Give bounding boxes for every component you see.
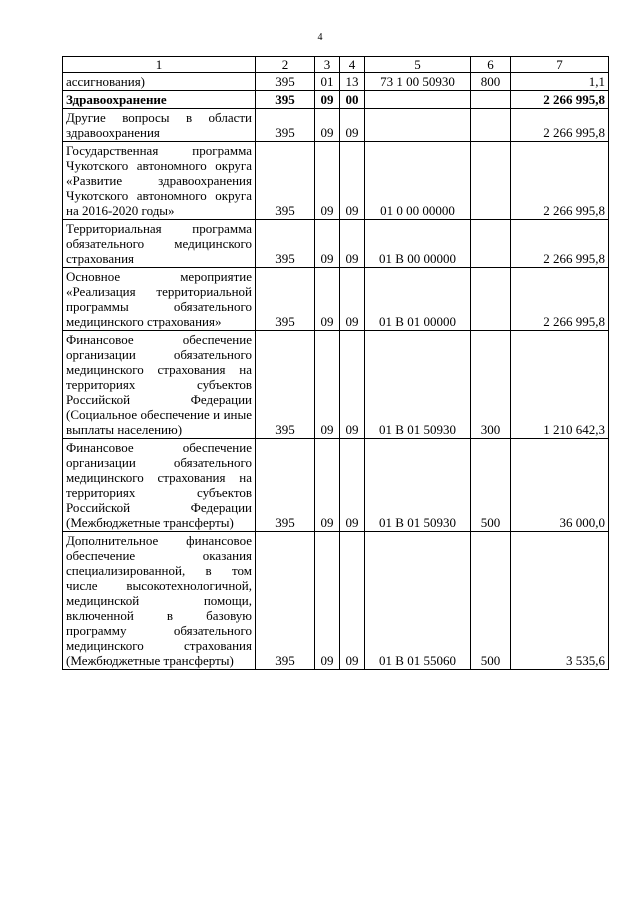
kgrbs-cell: 395	[256, 73, 315, 91]
kgrbs-cell: 395	[256, 220, 315, 268]
section-cell: 09	[315, 142, 340, 220]
table-header-row	[63, 57, 609, 73]
expense-type-cell	[471, 142, 511, 220]
target-article-cell: 01 В 01 00000	[365, 268, 471, 331]
kgrbs-cell: 395	[256, 142, 315, 220]
section-cell: 09	[315, 532, 340, 670]
subsection-cell: 09	[340, 331, 365, 439]
table-row	[63, 220, 609, 268]
section-cell: 09	[315, 220, 340, 268]
section-cell: 09	[315, 439, 340, 532]
row-name-cell: Государственная программа Чукотского автономного округа «Развитие здравоохранения Чукотского автономного округа на 2016-2020 годы»	[63, 142, 256, 220]
amount-cell: 3 535,6	[511, 532, 609, 670]
kgrbs-cell: 395	[256, 439, 315, 532]
section-cell: 01	[315, 73, 340, 91]
expense-type-cell	[471, 220, 511, 268]
subsection-cell: 09	[340, 532, 365, 670]
row-name-cell: Здравоохранение	[63, 91, 256, 109]
expense-type-cell: 500	[471, 439, 511, 532]
subsection-cell: 09	[340, 220, 365, 268]
target-article-cell: 01 В 01 55060	[365, 532, 471, 670]
section-cell: 09	[315, 91, 340, 109]
target-article-cell: 73 1 00 50930	[365, 73, 471, 91]
row-name-cell: Основное мероприятие «Реализация территориальной программы обязательного медицинского страхования»	[63, 268, 256, 331]
subsection-cell: 09	[340, 439, 365, 532]
header-cell: 2	[256, 57, 315, 73]
row-name-cell: Дополнительное финансовое обеспечение оказания специализированной, в том числе высокотехнологичной, медицинской помощи, включенной в базовую программу обязательного медицинского страхования (Межбюджетные трансферты)	[63, 532, 256, 670]
table-row	[63, 331, 609, 439]
table-row	[63, 142, 609, 220]
amount-cell: 2 266 995,8	[511, 91, 609, 109]
expense-type-cell: 300	[471, 331, 511, 439]
target-article-cell: 01 0 00 00000	[365, 142, 471, 220]
expense-type-cell	[471, 109, 511, 142]
amount-cell: 1,1	[511, 73, 609, 91]
table-row	[63, 532, 609, 670]
row-name-cell: ассигнования)	[63, 73, 256, 91]
section-cell: 09	[315, 109, 340, 142]
target-article-cell: 01 В 01 50930	[365, 439, 471, 532]
expense-type-cell: 800	[471, 73, 511, 91]
amount-cell: 36 000,0	[511, 439, 609, 532]
header-cell: 1	[63, 57, 256, 73]
header-cell: 5	[365, 57, 471, 73]
table-row	[63, 73, 609, 91]
header-cell: 6	[471, 57, 511, 73]
row-name-cell: Финансовое обеспечение организации обязательного медицинского страхования на территориях субъектов Российской Федерации (Социальное обеспечение и иные выплаты населению)	[63, 331, 256, 439]
row-name-cell: Другие вопросы в области здравоохранения	[63, 109, 256, 142]
row-name-cell: Финансовое обеспечение организации обязательного медицинского страхования на территориях субъектов Российской Федерации (Межбюджетные трансферты)	[63, 439, 256, 532]
expense-type-cell: 500	[471, 532, 511, 670]
target-article-cell: 01 В 00 00000	[365, 220, 471, 268]
subsection-cell: 13	[340, 73, 365, 91]
kgrbs-cell: 395	[256, 532, 315, 670]
expense-type-cell	[471, 91, 511, 109]
target-article-cell	[365, 109, 471, 142]
table-row	[63, 109, 609, 142]
row-name-cell: Территориальная программа обязательного медицинского страхования	[63, 220, 256, 268]
kgrbs-cell: 395	[256, 91, 315, 109]
subsection-cell: 09	[340, 109, 365, 142]
table-row	[63, 268, 609, 331]
section-cell: 09	[315, 331, 340, 439]
target-article-cell: 01 В 01 50930	[365, 331, 471, 439]
header-cell: 7	[511, 57, 609, 73]
amount-cell: 1 210 642,3	[511, 331, 609, 439]
subsection-cell: 09	[340, 268, 365, 331]
subsection-cell: 09	[340, 142, 365, 220]
kgrbs-cell: 395	[256, 109, 315, 142]
expense-type-cell	[471, 268, 511, 331]
kgrbs-cell: 395	[256, 268, 315, 331]
section-cell: 09	[315, 268, 340, 331]
header-cell: 4	[340, 57, 365, 73]
table-body	[63, 73, 609, 670]
target-article-cell	[365, 91, 471, 109]
table-row	[63, 91, 609, 109]
table-row	[63, 439, 609, 532]
kgrbs-cell: 395	[256, 331, 315, 439]
amount-cell: 2 266 995,8	[511, 142, 609, 220]
amount-cell: 2 266 995,8	[511, 109, 609, 142]
subsection-cell: 00	[340, 91, 365, 109]
amount-cell: 2 266 995,8	[511, 220, 609, 268]
header-cell: 3	[315, 57, 340, 73]
amount-cell: 2 266 995,8	[511, 268, 609, 331]
budget-table	[62, 56, 609, 670]
page-number: 4	[317, 32, 323, 43]
